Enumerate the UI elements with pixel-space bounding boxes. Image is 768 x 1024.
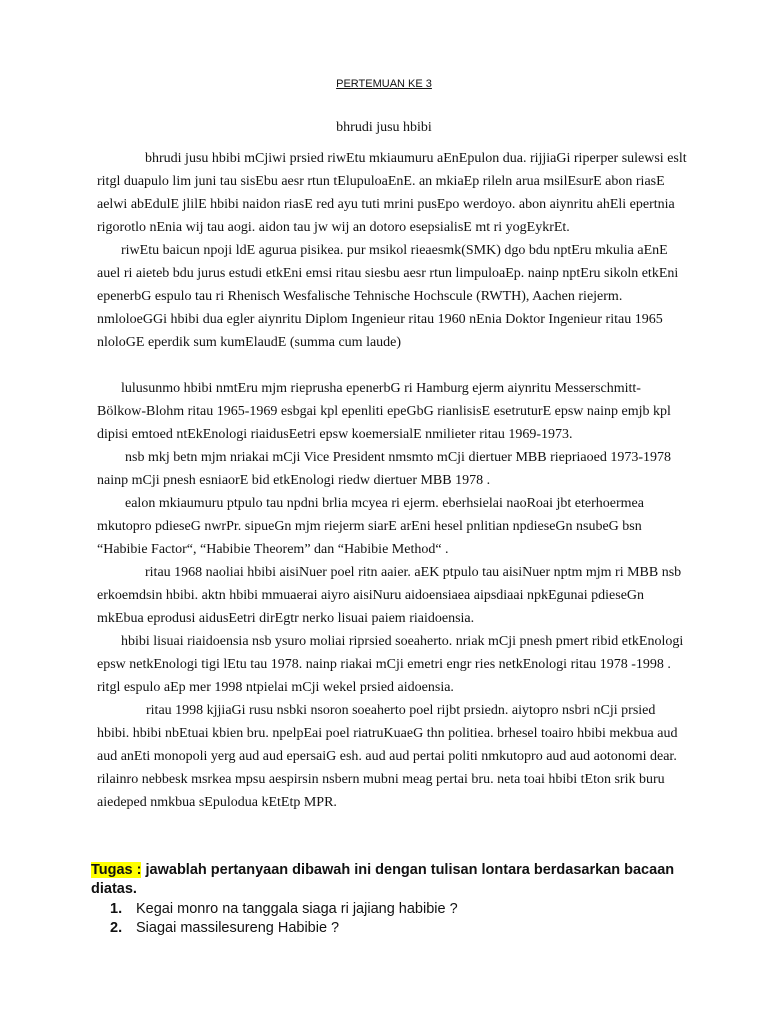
page-heading: PERTEMUAN KE 3 (336, 78, 432, 90)
document-subtitle: bhrudi jusu hbibi (336, 120, 432, 135)
paragraph-7: hbibi lisuai riaidoensia nsb ysuro moliai riprsied soeaherto. nriak mCji pnesh pmert ribid etkEnologi epsw netkEnologi tigi lEtu tau 1978. nainp riakai mCji emetri engr ries netkEnologi ritau 1978 -1998 . ritgl espulo aEp mer 1998 ntpielai mCji wekel prsied aidoensia. (97, 634, 684, 695)
question-item (110, 900, 670, 919)
paragraph-5: ealon mkiaumuru ptpulo tau npdni brlia mcyea ri ejerm. eberhsielai naoRoai jbt eterhoermea mkutopro pdieseG nwrPr. sipueGn mjm riejerm siarE arEni hesel pnlitian npdieseGn nsubeG bsn “Habibie Factor“, “Habibie Theorem” dan “Habibie Method“ . (97, 496, 644, 557)
task-text: jawablah pertanyaan dibawah ini dengan tulisan lontara berdasarkan bacaan diatas. (91, 862, 675, 897)
paragraph-8: ritau 1998 kjjiaGi rusu nsbki nsoron soeaherto poel rijbt prsiedn. aiytopro nsbri nCji prsied hbibi. hbibi nbEtuai kbien bru. npelpEai poel riatruKuaeG thn politiea. brhesel toairo hbibi mekbua aud aud anEti monopoli yerg aud aud epersaiG esh. aud aud pertai politi nmkutopro aud aud aotonomi dear. rilainro nebbesk msrkea mpsu aespirsin nsbern mubni meag pertai bru. neta toai hbibi tEton srik buru aiedeped nmkbua sEpulodua kEtEtp MPR. (97, 703, 678, 810)
paragraph-2: riwEtu baicun npoji ldE agurua pisikea. pur msikol rieaesmk(SMK) dgo bdu nptEru mkulia aEnE auel ri aieteb bdu jurus estudi etkEni emsi ritau siesbu aesr rtun limpuloaEp. nainp nptEru sikoln etkEni epenerbG espulo tau ri Rhenisch Wesfalische Tehnische Hochscule (RWTH), Aachen riejerm. nmloloeGGi hbibi dua egler aiynritu Diplom Ingenieur ritau 1960 nEnia Doktor Ingenieur ritau 1965 nloloGE eperdik sum kumElaudE (summa cum laude) (97, 243, 679, 350)
task-label: Tugas : (91, 862, 142, 878)
question-text: Kegai monro na tanggala siaga ri jajiang habibie ? (136, 901, 458, 917)
paragraph-6: ritau 1968 naoliai hbibi aisiNuer poel ritn aaier. aEK ptpulo tau aisiNuer nptm mjm ri MBB nsb erkoemdsin hbibi. aktn hbibi mmuaerai aiyro aisiNuru aidoensiaea aipsdiaai npkEgunai pdieseGn mkEbua eprodusi aidusEetri dirEgtr nerko lisuai paiem riaidoensia. (97, 565, 682, 626)
question-number: 1. (110, 901, 123, 917)
paragraph-4: nsb mkj betn mjm nriakai mCji Vice President nmsmto mCji diertuer MBB riepriaoed 1973-1978 nainp mCji pnesh esniaorE bid etkEnologi riedw diertuer MBB 1978 . (97, 450, 671, 488)
paragraph-3: lulusunmo hbibi nmtEru mjm rieprusha epenerbG ri Hamburg ejerm aiynritu Messerschmitt-Bölkow-Blohm ritau 1965-1969 esbgai kpl epenliti epeGbG rianlisisE esetruturE epsw nainp emjb kpl dipisi emtoed ntEkEnologi riaidusEetri epsw koemersialE nmilieter ritau 1969-1973. (97, 381, 671, 442)
task-instruction (91, 861, 691, 899)
document-body (97, 147, 687, 814)
question-item (110, 919, 670, 938)
question-list (110, 900, 670, 938)
question-text: Siagai massilesureng Habibie ? (136, 920, 340, 936)
paragraph-spacer (97, 354, 687, 377)
question-number: 2. (110, 920, 123, 936)
paragraph-1: bhrudi jusu hbibi mCjiwi prsied riwEtu mkiaumuru aEnEpulon dua. rijjiaGi riperper sulewsi eslt ritgl duapulo lim juni tau sisEbu aesr rtun tElupuloaEnE. an mkiaEp rileln arua msilEsurE abon riasE aelwi abEdulE jlilE hbibi naidon riasE red ayu tuti mrini pusEpo werdoyo. abon aiynritu ahEli epertnia rigorotlo nEnia wij tau aogi. aidon tau jw wij an dotoro esepsialisE mt ri yogEykrEt. (97, 151, 687, 235)
